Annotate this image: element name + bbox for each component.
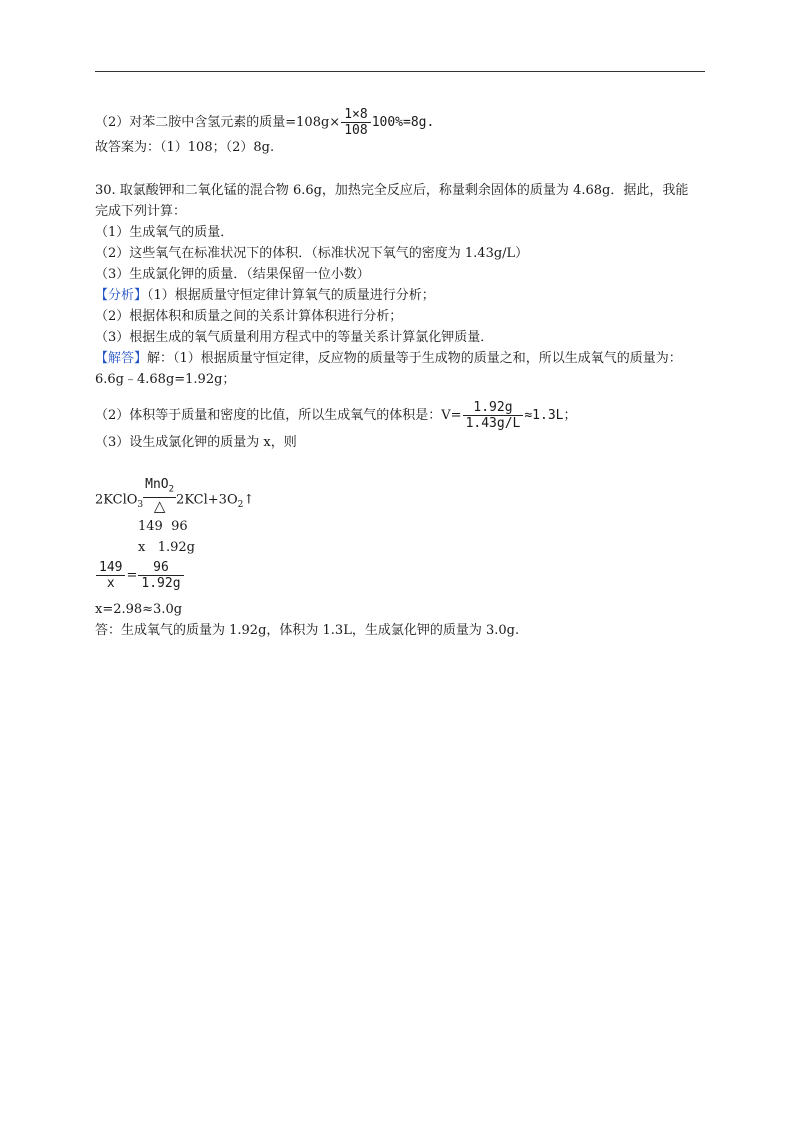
eq-catalyst — [143, 478, 176, 498]
volume-fraction-den: 1.43g/L — [465, 416, 521, 431]
volume-fraction-num: 1.92g — [463, 400, 524, 416]
solution-text-1: 解：（1）根据质量守恒定律，反应物的质量等于生成物的质量之和，所以生成氧气的质量为： — [147, 351, 682, 366]
proportion — [95, 560, 185, 591]
q29-part2-line — [95, 107, 434, 138]
analysis-text-1: （1）根据质量守恒定律计算氧气的质量进行分析； — [147, 288, 435, 303]
analysis-tag: 【分析】 — [95, 288, 148, 303]
q29-fraction — [341, 107, 370, 138]
q29-part2-prefix: （2）对苯二胺中含氢元素的质量=108g× — [95, 115, 341, 130]
proportion-left-num: 149 — [96, 560, 125, 576]
q30-analysis-line1 — [95, 287, 435, 305]
solution-tag: 【解答】 — [95, 351, 148, 366]
volume-fraction — [463, 400, 524, 431]
result-line: x=2.98≈3.0g — [95, 602, 183, 617]
solution-3-prefix: （2）体积等于质量和密度的比值，所以生成氧气的体积是：V= — [95, 408, 462, 423]
q30-solution-line2: 6.6g﹣4.68g=1.92g； — [95, 372, 236, 387]
q30-solution-line4: （3）设生成氯化钾的质量为 x，则 — [95, 435, 297, 450]
q29-fraction-den: 108 — [344, 123, 368, 138]
q30-sub3: （3）生成氯化钾的质量．（结果保留一位小数） — [95, 267, 370, 282]
header-rule — [95, 71, 705, 72]
q29-answer: 故答案为：（1）108；（2）8g. — [95, 140, 275, 155]
ratio-row-1: 149 96 — [138, 519, 188, 534]
chemical-equation — [95, 477, 255, 518]
eq-product: 2KCl+3O — [176, 492, 238, 508]
solution-3-suffix: ≈1.3L； — [524, 408, 577, 423]
proportion-equals: = — [126, 568, 138, 583]
q30-stem-line2: 完成下列计算： — [95, 204, 187, 219]
q30-solution-line1 — [95, 350, 682, 368]
q30-analysis-line2: （2）根据体积和质量之间的关系计算体积进行分析； — [95, 309, 403, 324]
eq-condition — [143, 478, 176, 514]
q29-part2-suffix: 100%=8g. — [371, 115, 435, 130]
proportion-right — [138, 560, 183, 591]
heat-symbol: △ — [153, 496, 166, 515]
proportion-left — [96, 560, 125, 591]
gas-arrow: ↑ — [243, 492, 255, 508]
eq-catalyst-text: MnO — [145, 477, 169, 492]
eq-reactant-sub: 3 — [137, 499, 144, 510]
eq-catalyst-sub: 2 — [168, 484, 175, 495]
q30-solution-line3 — [95, 400, 577, 431]
proportion-right-den: 1.92g — [141, 576, 181, 591]
eq-reactant: 2KClO — [95, 492, 138, 508]
q29-fraction-num: 1×8 — [341, 107, 370, 123]
q30-sub1: （1）生成氧气的质量． — [95, 225, 234, 240]
q30-analysis-line3: （3）根据生成的氧气质量利用方程式中的等量关系计算氯化钾质量． — [95, 330, 494, 345]
q30-sub2: （2）这些氧气在标准状况下的体积．（标准状况下氧气的密度为 1.43g/L） — [95, 246, 529, 261]
eq-product-sub: 2 — [237, 499, 244, 510]
ratio-row-2: x 1.92g — [138, 540, 195, 555]
proportion-left-den: x — [106, 576, 115, 591]
final-answer: 答：生成氧气的质量为 1.92g，体积为 1.3L，生成氯化钾的质量为 3.0g. — [95, 623, 520, 638]
q30-stem-line1: 30. 取氯酸钾和二氧化锰的混合物 6.6g，加热完全反应后，称量剩余固体的质量为 4.68g．据此，我能 — [95, 183, 689, 198]
proportion-right-num: 96 — [138, 560, 183, 576]
